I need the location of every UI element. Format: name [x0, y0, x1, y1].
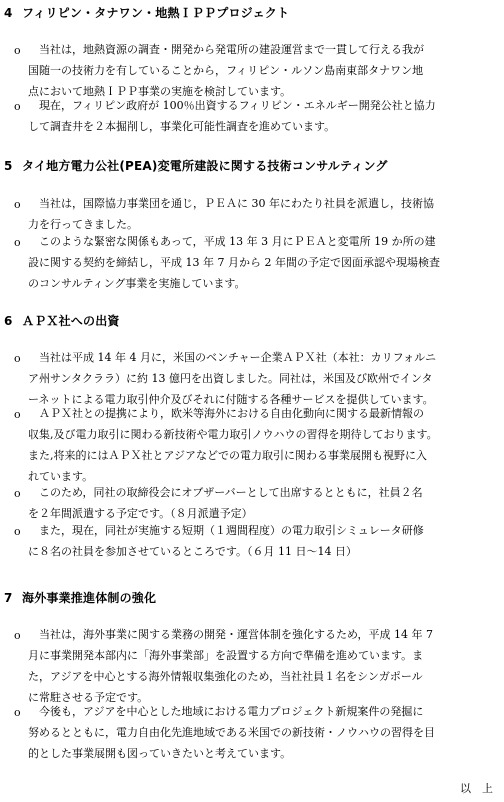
text-line: のコンサルティング事業を実施しています。: [28, 277, 246, 290]
bullet-mark: o: [14, 352, 21, 365]
bullet-mark: o: [14, 487, 21, 500]
bullet-mark: o: [14, 198, 21, 211]
text-line: 当社は，国際協力事業団を通じ，ＰＥＡに 30 年にわたり社員を派遣し，技術協: [28, 197, 434, 210]
text-line: 当社は，地熱資源の調査・開発から発電所の建設運営まで一貫して行える我が: [28, 43, 424, 56]
section-number: 4: [4, 6, 13, 20]
section-5-heading: [4, 157, 388, 174]
text-line: 設に関する契約を締結し，平成 13 年 7 月から 2 年間の予定で図面承認や現場検査: [28, 256, 440, 269]
section-6-heading: [4, 312, 120, 329]
text-line: 力を行ってきました。: [28, 218, 138, 231]
bullet-mark: o: [14, 525, 21, 538]
text-line: 月に事業開発本部内に「海外事業部」を設置する方向で準備を進めています。ま: [28, 649, 424, 662]
text-line: ア州サンタクララ）に約 13 億円を出資しました。同社は，米国及び欧州でインタ: [28, 372, 433, 385]
bullet-mark: o: [14, 100, 21, 113]
text-line: ーネットによる電力取引仲介及びそれに付随する各種サービスを提供しています。: [28, 393, 434, 406]
section-7-heading: [4, 589, 156, 606]
text-line: に８名の社員を参加させているところです。（６月 11 日～14 日）: [28, 545, 357, 558]
text-line: を２年間派遣する予定です。（８月派遣予定）: [28, 507, 253, 520]
section-number: 7: [4, 591, 13, 605]
bullet-mark: o: [14, 629, 21, 642]
text-line: 収集,及び電力取引に関わる新技術や電力取引ノウハウの習得を期待しております。: [28, 428, 438, 441]
section-title: ＡＰＸ社への出資: [22, 314, 120, 328]
text-line: た，アジアを中心とする海外情報収集強化のため，当社社員１名をシンガポール: [28, 670, 423, 683]
text-line: 国随一の技術力を有していることから，フィリピン・ルソン島南東部タナワン地: [28, 64, 424, 77]
text-line: に常駐させる予定です。: [28, 691, 149, 704]
text-line: また,将来的にはＡＰＸ社とアジアなどでの電力取引に関わる事業展開も視野に入: [28, 449, 428, 462]
bullet-mark: o: [14, 44, 21, 57]
section-number: 5: [4, 159, 13, 173]
text-line: 当社は平成 14 年 4 月に，米国のベンチャー企業ＡＰＸ社（本社：カリフォルニ: [28, 351, 437, 364]
text-line: 今後も，アジアを中心とした地域における電力プロジェクト新規案件の発掘に: [28, 705, 424, 718]
text-line: また，現在，同社が実施する短期（１週間程度）の電力取引シミュレータ研修: [28, 524, 424, 537]
section-title: タイ地方電力公社(PEA)変電所建設に関する技術コンサルティング: [22, 159, 388, 173]
section-title: フィリピン・タナワン・地熱ＩＰＰプロジェクト: [22, 6, 290, 20]
bullet-mark: o: [14, 408, 21, 421]
text-line: 点において地熱ＩＰＰ事業の実施を検討しています。: [28, 85, 292, 98]
text-line: 努めるとともに，電力自由化先進地域である米国での新技術・ノウハウの習得を目: [28, 726, 435, 739]
text-line: 的とした事業展開も図っていきたいと考えています。: [28, 747, 292, 760]
text-line: このような緊密な関係もあって，平成 13 年 3 月にＰＥＡと変電所 19 か所の建: [28, 235, 436, 248]
text-line: して調査井を２本掘削し，事業化可能性調査を進めています。: [28, 120, 336, 133]
text-line: ＡＰＸ社との提携により，欧米等海外における自由化動向に関する最新情報の: [28, 407, 424, 420]
text-line: 現在，フィリピン政府が 100％出資するフィリピン・エネルギー開発公社と協力: [28, 99, 436, 112]
closing-mark: 以 上: [460, 782, 493, 795]
text-line: れています。: [28, 470, 94, 483]
bullet-mark: o: [14, 706, 21, 719]
section-4-heading: [4, 4, 289, 21]
text-line: このため，同社の取締役会にオブザーバーとして出席するとともに，社員２名: [28, 486, 423, 499]
bullet-mark: o: [14, 236, 21, 249]
text-line: 当社は，海外事業に関する業務の開発・運営体制を強化するため，平成 14 年 7: [28, 628, 434, 641]
section-number: 6: [4, 314, 13, 328]
section-title: 海外事業推進体制の強化: [22, 591, 157, 605]
